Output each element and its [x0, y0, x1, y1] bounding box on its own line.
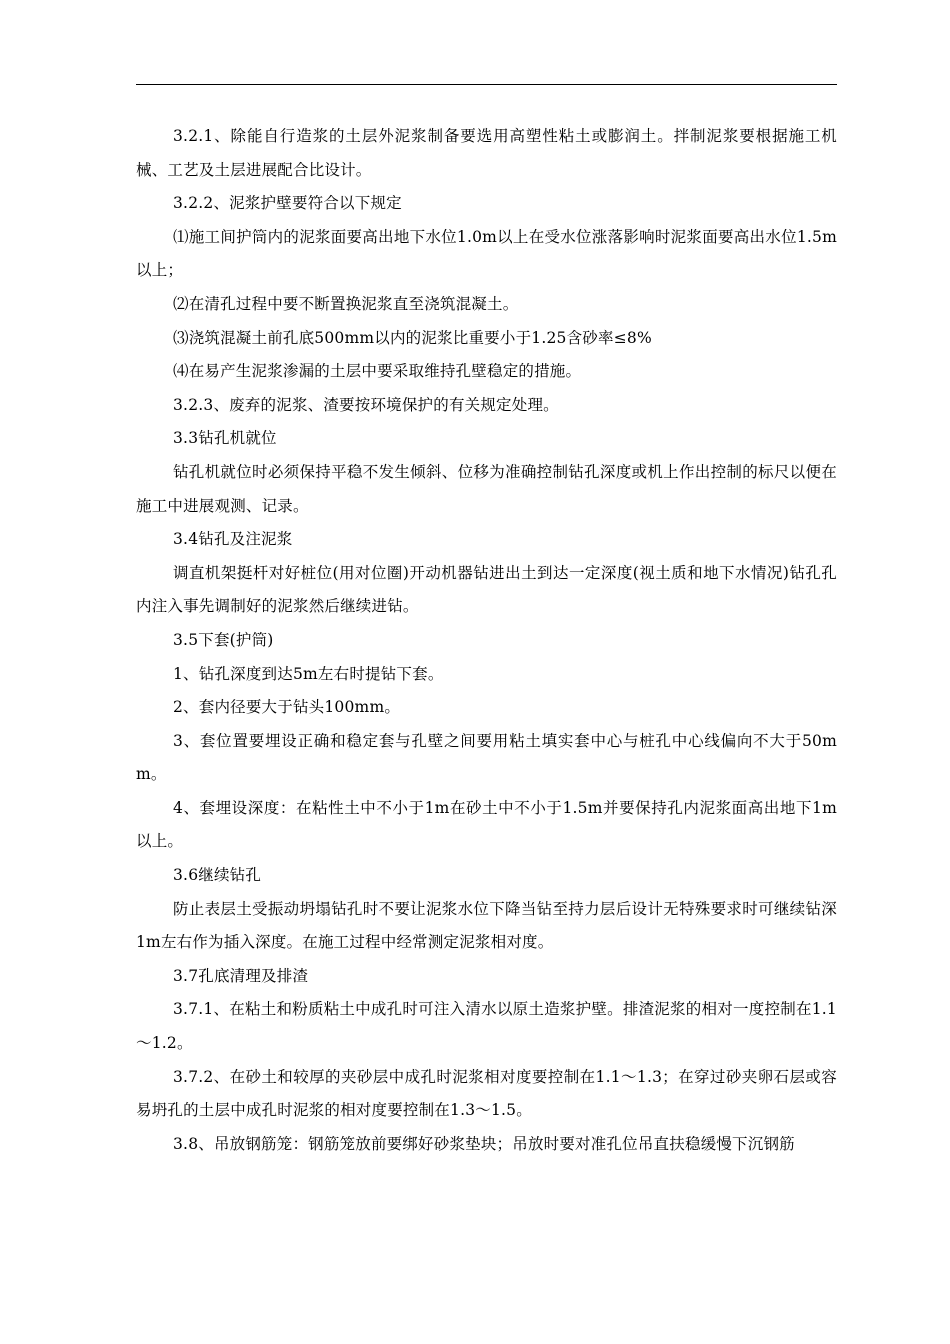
- section-heading: 3.6继续钻孔: [173, 866, 262, 885]
- paragraph: 3.2.2、泥浆护壁要符合以下规定: [173, 194, 402, 213]
- paragraph: 3.7.1、在粘土和粉质粘土中成孔时可注入清水以原土造浆护壁。排渣泥浆的相对一度控制在1.1～1.2。: [136, 1000, 837, 1053]
- section-heading: 3.3钻孔机就位: [173, 429, 277, 448]
- paragraph: 3.8、吊放钢筋笼：钢筋笼放前要绑好砂浆垫块；吊放时要对准孔位吊直扶稳缓慢下沉钢筋: [173, 1134, 795, 1153]
- paragraph: 3.2.1、除能自行造浆的土层外泥浆制备要选用高塑性粘土或膨润土。拌制泥浆要根据施工机械、工艺及土层进展配合比设计。: [136, 127, 837, 179]
- paragraph: 3.2.3、废弃的泥浆、渣要按环境保护的有关规定处理。: [173, 395, 559, 414]
- list-item: 4、套埋设深度：在粘性土中不小于1m在砂土中不小于1.5m并要保持孔内泥浆面高出地下1m以上。: [136, 798, 837, 851]
- section-heading: 3.5下套(护筒): [173, 630, 274, 649]
- paragraph: ⑶浇筑混凝土前孔底500mm以内的泥浆比重要小于1.25含砂率≤8%: [173, 328, 652, 347]
- list-item: 1、钻孔深度到达5m左右时提钻下套。: [173, 664, 444, 683]
- paragraph: 防止表层土受振动坍塌钻孔时不要让泥浆水位下降当钻至持力层后设计无特殊要求时可继续钻深1m左右作为插入深度。在施工过程中经常测定泥浆相对度。: [136, 899, 837, 952]
- paragraph: ⑴施工间护筒内的泥浆面要高出地下水位1.0m以上在受水位涨落影响时泥浆面要高出水位1.5m以上；: [136, 227, 837, 280]
- header-rule: [136, 84, 837, 85]
- list-item: 3、套位置要埋设正确和稳定套与孔壁之间要用粘土填实套中心与桩孔中心线偏向不大于50mm。: [136, 731, 837, 784]
- section-heading: 3.7孔底清理及排渣: [173, 966, 309, 985]
- paragraph: ⑷在易产生泥浆渗漏的土层中要采取维持孔壁稳定的措施。: [173, 362, 582, 381]
- paragraph: 调直机架挺杆对好桩位(用对位圈)开动机器钻进出土到达一定深度(视土质和地下水情况)钻孔孔内注入事先调制好的泥浆然后继续进钻。: [136, 563, 837, 616]
- paragraph: ⑵在清孔过程中要不断置换泥浆直至浇筑混凝土。: [173, 294, 519, 313]
- section-heading: 3.4钻孔及注泥浆: [173, 530, 293, 549]
- paragraph: 3.7.2、在砂土和较厚的夹砂层中成孔时泥浆相对度要控制在1.1～1.3；在穿过砂夹卵石层或容易坍孔的土层中成孔时泥浆的相对度要控制在1.3～1.5。: [136, 1067, 837, 1120]
- document-body: [136, 120, 837, 1161]
- paragraph: 钻孔机就位时必须保持平稳不发生倾斜、位移为准确控制钻孔深度或机上作出控制的标尺以便在施工中进展观测、记录。: [136, 462, 837, 515]
- list-item: 2、套内径要大于钻头100mm。: [173, 698, 401, 717]
